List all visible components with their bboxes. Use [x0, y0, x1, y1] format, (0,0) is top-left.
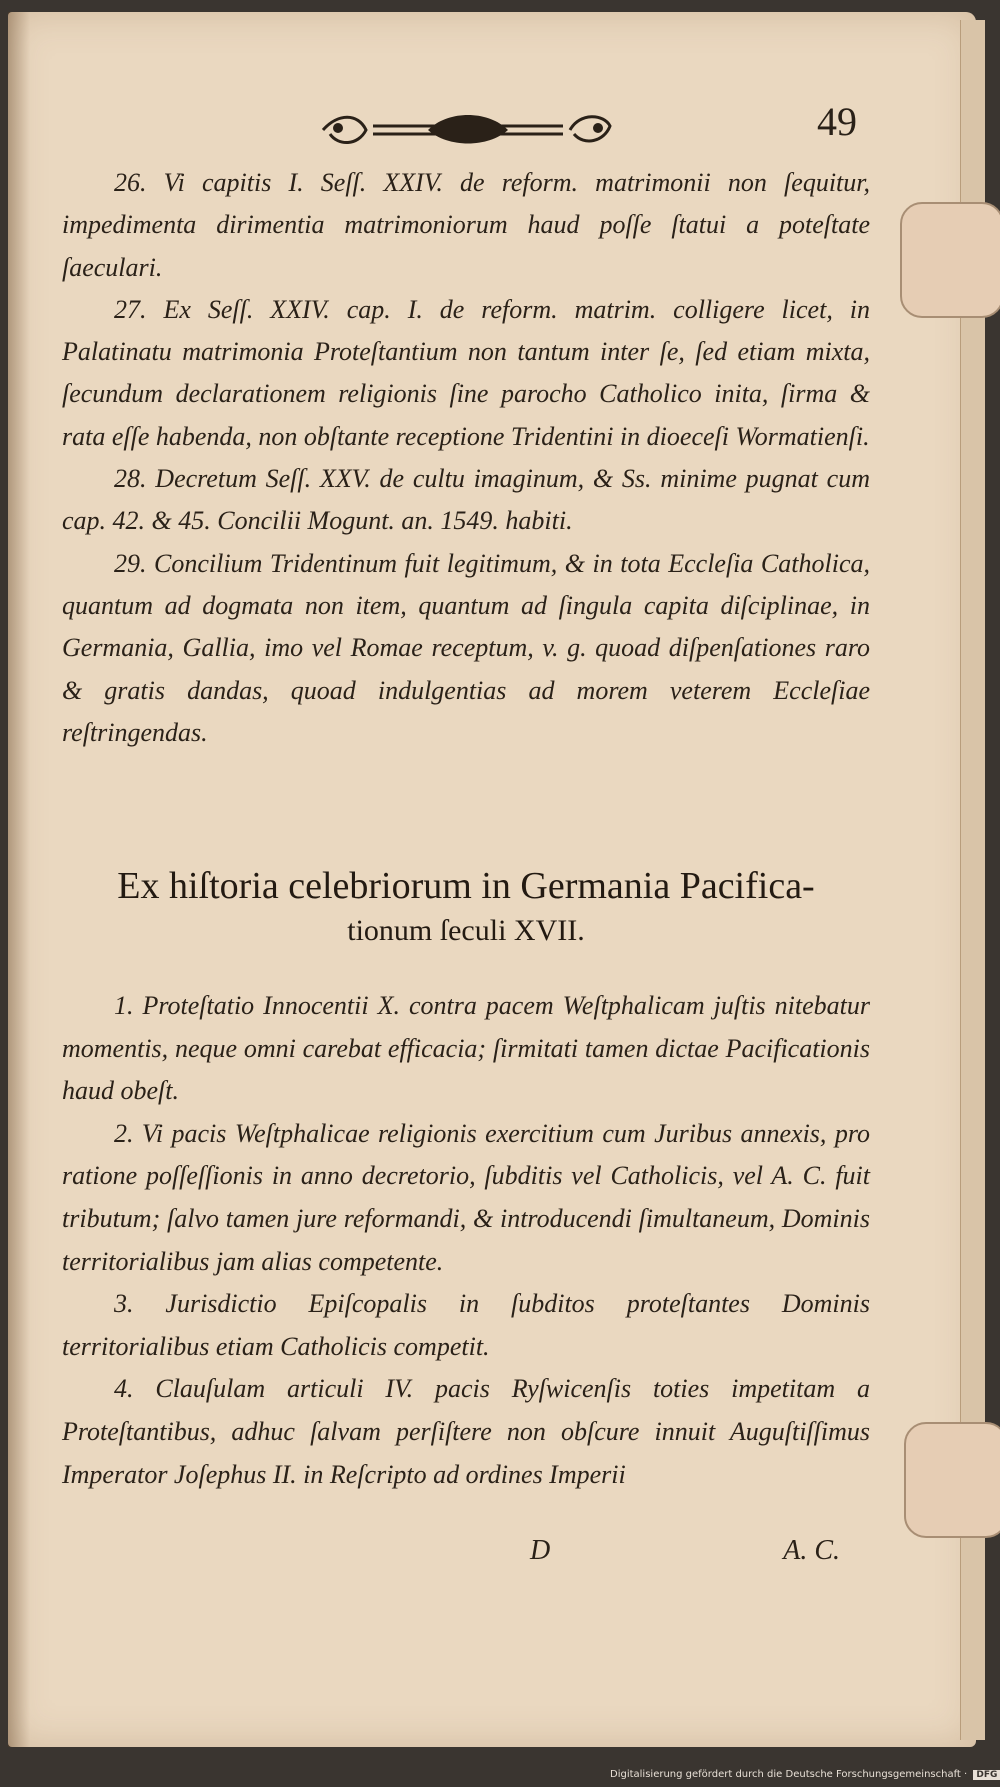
- paragraph: 27. Ex Seſſ. XXIV. cap. I. de reform. matrim. colligere licet, in Palatinatu matrimonia Proteſtantium non tantum inter ſe, ſed etiam mixta, ſecundum declarationem religionis ſine parocho Catholico inita, ſirma & rata eſſe habenda, non obſtante receptione Tridentini in dioeceſi Wormatienſi.: [62, 294, 870, 451]
- paragraph: 4. Clauſulam articuli IV. pacis Ryſwicenſis toties impetitam a Proteſtantibus, adhuc ſalvam perſiſtere non obſcure innuit Auguſtiſſimus Imperator Joſephus II. in Reſcripto ad ordines Imperii: [62, 1374, 870, 1489]
- paragraph: 1. Proteſtatio Innocentii X. contra pacem Weſtphalicam juſtis nitebatur momentis, neque omni carebat efficacia; ſirmitati tamen dictae Pacificationis haud obeſt.: [62, 991, 870, 1106]
- paragraph: 28. Decretum Seſſ. XXV. de cultu imaginum, & Ss. minime pugnat cum cap. 42. & 45. Concilii Mogunt. an. 1549. habiti.: [62, 464, 870, 536]
- footer-text: Digitalisierung gefördert durch die Deutsche Forschungsgemeinschaft ·: [610, 1769, 968, 1780]
- paragraph: 26. Vi capitis I. Seſſ. XXIV. de reform. matrimonii non ſequitur, impedimenta dirimentia matrimoniorum haud poſſe ſtatui a poteſtate ſaeculari.: [62, 168, 870, 282]
- paragraph: 2. Vi pacis Weſtphalicae religionis exercitium cum Juribus annexis, pro ratione poſſeſſionis in anno decretorio, ſubditis vel Catholicis, vel A. C. fuit tributum; ſalvo tamen jure reformandi, & introducendi ſimultaneum, Dominis territorialibus jam alias competente.: [62, 1118, 870, 1276]
- decorative-ornament: [318, 108, 618, 152]
- section-heading-continued: tionum ſeculi XVII.: [347, 914, 585, 947]
- catchword: A. C.: [783, 1535, 840, 1566]
- section-heading: Ex hiſtoria celebriorum in Germania Pacifica-: [117, 865, 815, 907]
- signature-mark: D: [530, 1535, 551, 1566]
- footer-credit: [610, 1769, 998, 1785]
- text-block-top: [62, 162, 870, 754]
- paragraph: 29. Concilium Tridentinum fuit legitimum, & in tota Eccleſia Catholica, quantum ad dogmata non item, quantum ad ſingula capita diſciplinae, in Germania, Gallia, imo vel Romae receptum, v. g. quoad diſpenſationes raro & gratis dandas, quoad indulgentias ad morem veterem Eccleſiae reſtringendas.: [62, 548, 870, 747]
- page-number: 49: [817, 99, 857, 144]
- text-block-bottom: [62, 985, 870, 1496]
- binding-gutter: [8, 12, 30, 1747]
- page-tab-bottom: [904, 1422, 1000, 1538]
- page-tab-top: [900, 202, 1000, 318]
- paragraph: 3. Jurisdictio Epiſcopalis in ſubditos proteſtantes Dominis territorialibus etiam Catholicis competit.: [62, 1289, 870, 1361]
- dfg-logo: DFG: [973, 1770, 1000, 1780]
